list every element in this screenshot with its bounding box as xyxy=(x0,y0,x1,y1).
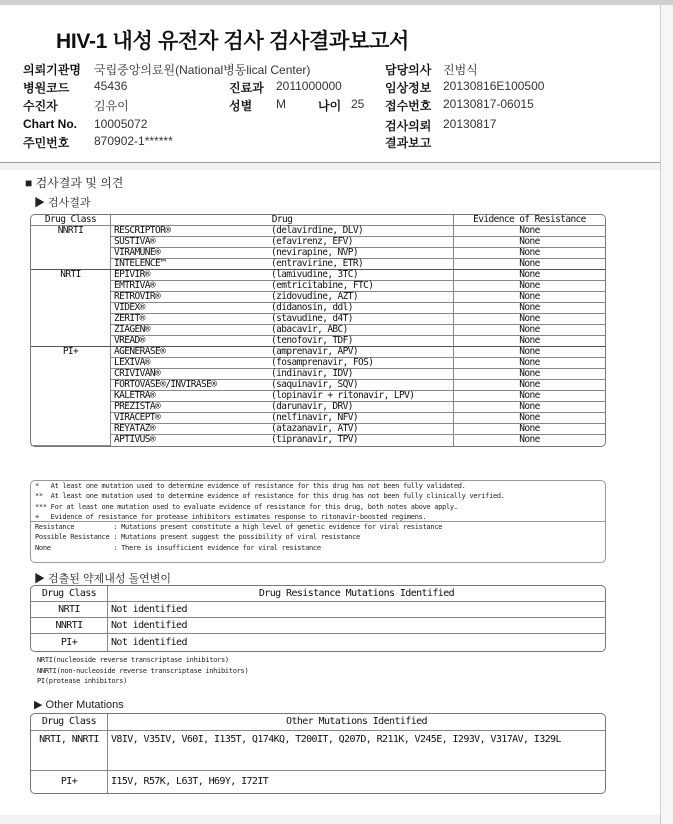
header-drug: Drug xyxy=(111,215,454,226)
dept-label: 진료과 xyxy=(229,81,264,95)
evidence: None xyxy=(454,380,605,391)
chart-value: 10005072 xyxy=(94,117,148,131)
receipt-label: 접수번호 xyxy=(385,99,432,113)
drug-generic: (fosamprenavir, FOS) xyxy=(268,358,454,369)
footnote-pi: PI(protease inhibitors) xyxy=(37,677,128,685)
request-label: 검사의뢰 xyxy=(385,119,432,133)
hospital-code-value: 45436 xyxy=(94,79,128,93)
other-header-class: Drug Class xyxy=(31,714,108,731)
mutations: Not identified xyxy=(108,618,605,634)
hospital-code-label: 병원코드 xyxy=(23,81,70,95)
evidence: None xyxy=(454,369,605,380)
evidence: None xyxy=(454,336,605,347)
request-value: 20130817 xyxy=(443,117,497,131)
evidence: None xyxy=(454,358,605,369)
drug-brand: RETROVIR® xyxy=(111,292,268,303)
evidence: None xyxy=(454,413,605,424)
drug-class: PI+ xyxy=(31,771,108,793)
drug-generic: (efavirenz, EFV) xyxy=(268,237,454,248)
report-label: 결과보고 xyxy=(385,136,432,150)
evidence: None xyxy=(454,281,605,292)
drug-brand: REYATAZ® xyxy=(111,424,268,435)
drug-class: PI+ xyxy=(31,634,108,651)
drm-header-mutations: Drug Resistance Mutations Identified xyxy=(108,586,605,602)
dept-value: 2011000000 xyxy=(276,79,342,93)
institution-value: 국립중앙의료원(National병동lical Center) xyxy=(94,63,311,77)
drug-brand: EMTRIVA® xyxy=(111,281,268,292)
drug-brand: VREAD® xyxy=(111,336,268,347)
drug-generic: (lopinavir + ritonavir, LPV) xyxy=(268,391,454,402)
drug-generic: (nelfinavir, NFV) xyxy=(268,413,454,424)
table-row xyxy=(31,634,605,651)
header-evidence: Evidence of Resistance xyxy=(454,215,605,226)
age-value: 25 xyxy=(351,97,365,111)
note-line: None : There is insufficient evidence for viral resistance xyxy=(35,543,321,552)
drug-brand: SUSTIVA® xyxy=(111,237,268,248)
drug-brand: VIRACEPT® xyxy=(111,413,268,424)
note-line: Resistance : Mutations present constitute a high level of genetic evidence for viral resistance xyxy=(35,523,443,532)
table-row xyxy=(31,424,605,435)
doctor-value: 진범식 xyxy=(443,63,478,77)
note-line: *** For at least one mutation used to evaluate evidence of resistance for this drug, both notes above apply. xyxy=(35,502,458,511)
page-title: HIV-1 내성 유전자 검사 검사결과보고서 xyxy=(56,30,409,53)
resistance-table xyxy=(30,214,606,447)
evidence: None xyxy=(454,248,605,259)
drug-brand: VIDEX® xyxy=(111,303,268,314)
note-line: + Evidence of resistance for protease inhibitors estimates response to ritonavir-boosted regimens. xyxy=(31,512,605,522)
drug-brand: AGENERASE® xyxy=(111,347,268,358)
drug-generic: (atazanavir, ATV) xyxy=(268,424,454,435)
evidence: None xyxy=(454,391,605,402)
evidence: None xyxy=(454,292,605,303)
footnote-nnrti: NNRTI(non-nucleoside reverse transcriptase inhibitors) xyxy=(37,667,249,675)
evidence: None xyxy=(454,303,605,314)
mutations: I15V, R57K, L63T, H69Y, I72IT xyxy=(111,776,269,787)
chart-label: Chart No. xyxy=(23,117,77,131)
drug-generic: (nevirapine, NVP) xyxy=(268,248,454,259)
mutations: Not identified xyxy=(111,636,187,648)
id-label: 주민번호 xyxy=(23,136,70,150)
mutations: V8IV, V35IV, V60I, I135T, Q174KQ, T200IT, Q207D, R211K, V245E, I293V, V317AV, I329L xyxy=(108,731,605,771)
drug-brand: KALETRA® xyxy=(111,391,268,402)
evidence: None xyxy=(454,424,605,435)
drug-brand: INTELENCE™ xyxy=(111,259,268,270)
table-row xyxy=(31,618,605,634)
drug-brand: PREZISTA® xyxy=(111,402,268,413)
drug-generic: (lamivudine, 3TC) xyxy=(268,270,454,281)
sex-value: M xyxy=(276,97,286,111)
drug-generic: (abacavir, ABC) xyxy=(268,325,454,336)
drug-brand: RESCRIPTOR® xyxy=(111,226,268,237)
drug-brand: ZERIT® xyxy=(111,314,268,325)
footnote-nrti: NRTI(nucleoside reverse transcriptase inhibitors) xyxy=(37,656,229,664)
evidence: None xyxy=(454,226,605,237)
drug-generic: (delavirdine, DLV) xyxy=(268,226,454,237)
drug-generic: (darunavir, DRV) xyxy=(268,402,454,413)
drug-generic: (entravirine, ETR) xyxy=(268,259,454,270)
drug-generic: (tipranavir, TPV) xyxy=(268,435,454,446)
table-row xyxy=(31,602,605,618)
drug-generic: (emtricitabine, FTC) xyxy=(268,281,454,292)
drug-generic: (zidovudine, AZT) xyxy=(268,292,454,303)
evidence: None xyxy=(454,347,605,358)
drug-generic: (stavudine, d4T) xyxy=(268,314,454,325)
drm-header-class: Drug Class xyxy=(31,586,108,602)
table-row xyxy=(31,731,605,771)
drug-generic: (saquinavir, SQV) xyxy=(268,380,454,391)
other-mutations-table xyxy=(30,713,606,794)
id-value: 870902-1****** xyxy=(94,134,173,148)
other-header-mutations: Other Mutations Identified xyxy=(108,714,605,731)
drm-table xyxy=(30,585,606,652)
drug-class: NRTI xyxy=(31,270,111,347)
resistance-notes xyxy=(30,480,606,563)
table-row xyxy=(31,771,605,793)
drug-brand: ZIAGEN® xyxy=(111,325,268,336)
evidence: None xyxy=(519,434,540,446)
doctor-label: 담당의사 xyxy=(385,63,432,77)
age-label: 나이 xyxy=(318,99,342,113)
patient-label: 수진자 xyxy=(23,99,58,113)
results-subtitle: ▶ 검사결과 xyxy=(34,197,91,209)
institution-label: 의뢰기관명 xyxy=(23,63,81,77)
evidence: None xyxy=(454,314,605,325)
note-line: ** At least one mutation used to determine evidence of resistance for this drug has not been fully clinically verified. xyxy=(35,492,505,501)
drug-brand: CRIVIVAN® xyxy=(111,369,268,380)
note-line: Possible Resistance : Mutations present suggest the possibility of viral resistance xyxy=(35,533,360,542)
note-line: * At least one mutation used to determine evidence of resistance for this drug has not been fully validated. xyxy=(35,482,466,490)
drm-subtitle: ▶ 검출된 약제내성 돌연변이 xyxy=(34,573,172,585)
scrollbar[interactable] xyxy=(660,5,673,824)
evidence: None xyxy=(454,259,605,270)
drug-brand: VIRAMUNE® xyxy=(111,248,268,259)
evidence: None xyxy=(454,270,605,281)
drug-brand: EPIVIR® xyxy=(111,270,268,281)
receipt-value: 20130817-06015 xyxy=(443,97,534,111)
patient-value: 김유이 xyxy=(94,99,129,113)
drug-generic: (amprenavir, APV) xyxy=(268,347,454,358)
drug-class: NNRTI xyxy=(31,226,111,270)
drug-class: PI+ xyxy=(31,347,111,446)
report-header xyxy=(0,5,660,163)
drug-class: NNRTI xyxy=(31,618,108,634)
drug-brand: FORTOVASE®/INVIRASE® xyxy=(111,380,268,391)
header-drug-class: Drug Class xyxy=(31,215,111,226)
drug-generic: (didanosin, ddl) xyxy=(268,303,454,314)
drug-class: NRTI, NNRTI xyxy=(31,731,108,771)
section-title: ■ 검사결과 및 의견 xyxy=(25,176,124,190)
drug-brand: APTIVUS® xyxy=(114,434,155,446)
sex-label: 성별 xyxy=(229,99,253,113)
drug-class: NRTI xyxy=(31,602,108,618)
drug-generic: (indinavir, IDV) xyxy=(268,369,454,380)
evidence: None xyxy=(454,325,605,336)
table-row xyxy=(31,435,605,446)
drug-generic: (tenofovir, TDF) xyxy=(268,336,454,347)
evidence: None xyxy=(454,237,605,248)
evidence: None xyxy=(454,402,605,413)
mutations: Not identified xyxy=(108,602,605,618)
clinical-label: 임상정보 xyxy=(385,81,432,95)
clinical-value: 20130816E100500 xyxy=(443,79,545,93)
drug-brand: LEXIVA® xyxy=(111,358,268,369)
other-subtitle: ▶ Other Mutations xyxy=(34,699,124,711)
